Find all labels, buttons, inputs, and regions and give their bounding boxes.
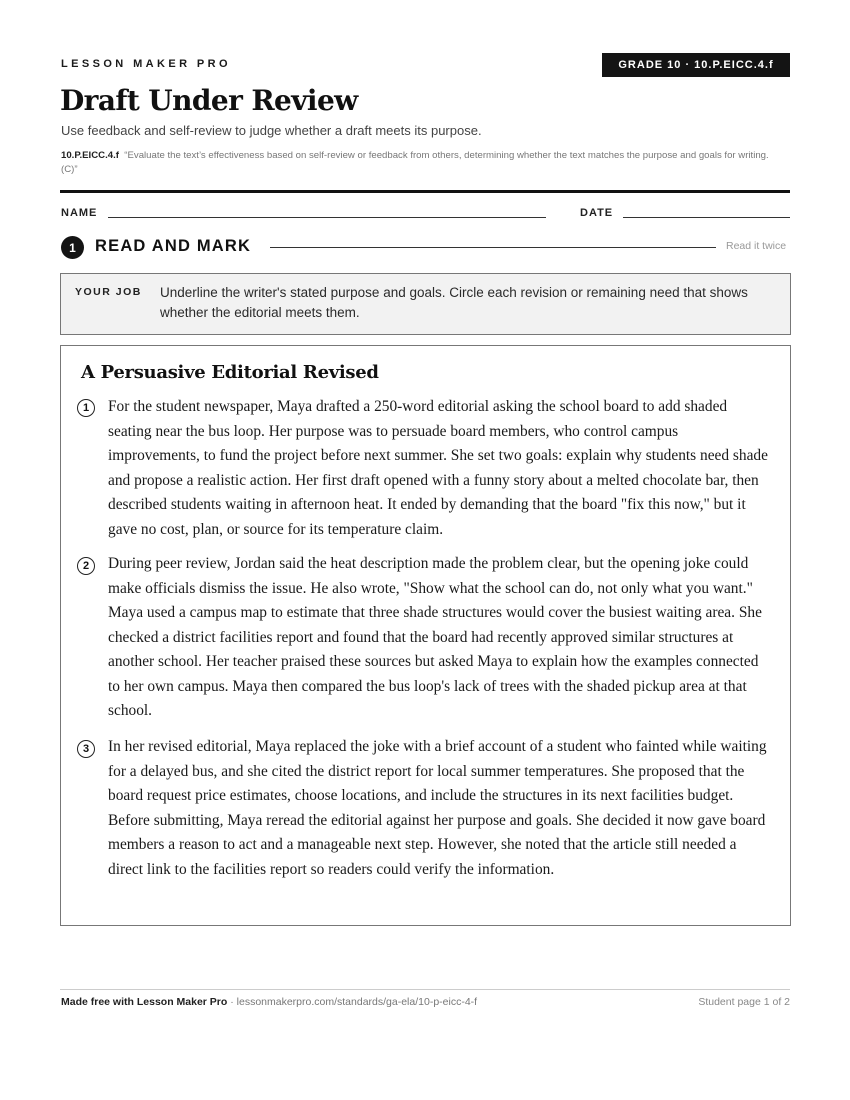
date-label: DATE bbox=[580, 207, 614, 219]
paragraph-text: During peer review, Jordan said the heat description made the problem clear, but the opening joke could make officials dismiss the issue. He also wrote, "Show what the school can do, not only what you want." Maya used a campus map to estimate that three shade structures would cover the busiest waiting area. She checked a district facilities report and found that the board had recently approved similar structures at another school. Her teacher praised these sources but asked Maya to explain how the examples connected to her own campus. Maya then compared the bus loop's lack of trees with the shaded pickup area at that school. bbox=[108, 555, 762, 719]
header-divider bbox=[60, 190, 790, 193]
date-field[interactable] bbox=[623, 217, 790, 218]
section-note: Read it twice bbox=[726, 240, 787, 252]
paragraph-number: 1 bbox=[77, 399, 95, 417]
paragraph-text: In her revised editorial, Maya replaced the joke with a brief account of a student who fainted while waiting for a delayed bus, and she cited the district report for local summer temperatures. She proposed that the board request price estimates, choose locations, and include the structures in its next facilities budget. Before submitting, Maya reread the editorial against her purpose and goals. She decided it now gave board members a reason to act and a manageable next step. However, she noted that the article still needed a direct link to the facilities report so readers could verify the information. bbox=[108, 738, 767, 878]
standard-description bbox=[61, 149, 771, 177]
footer-url[interactable]: · lessonmakerpro.com/standards/ga-ela/10-p-eicc-4-f bbox=[227, 996, 478, 1008]
brand-name: LESSON MAKER PRO bbox=[61, 58, 231, 70]
paragraph-number: 3 bbox=[77, 740, 95, 758]
name-field[interactable] bbox=[108, 217, 546, 218]
passage-title: A Persuasive Editorial Revised bbox=[81, 362, 379, 383]
job-label: YOUR JOB bbox=[75, 286, 142, 298]
footer-divider bbox=[60, 989, 790, 990]
paragraph-number: 2 bbox=[77, 557, 95, 575]
job-instructions: Underline the writer's stated purpose and goals. Circle each revision or remaining need that shows whether the editorial meets them. bbox=[160, 285, 748, 320]
footer-credit bbox=[61, 996, 477, 1008]
page-title: Draft Under Review bbox=[60, 84, 358, 117]
paragraph-text: For the student newspaper, Maya drafted a 250-word editorial asking the school board to add shaded seating near the bus loop. Her purpose was to persuade board members, who control campus improvements, to fund the project before next summer. She set two goals: explain why students need shade and propose a realistic action. Her first draft opened with a funny story about a melted chocolate bar, then described students waiting in afternoon heat. It ended by demanding that the board "fix this now," but it gave no cost, plan, or source for its temperature claim. bbox=[108, 398, 768, 538]
section-title: READ AND MARK bbox=[95, 237, 252, 255]
grade-badge: GRADE 10 · 10.P.EICC.4.f bbox=[602, 53, 790, 77]
name-label: NAME bbox=[61, 207, 98, 219]
page-subtitle: Use feedback and self-review to judge whether a draft meets its purpose. bbox=[61, 123, 482, 138]
footer-made-with: Made free with Lesson Maker Pro bbox=[61, 996, 228, 1008]
section-number: 1 bbox=[61, 236, 84, 259]
standard-code: 10.P.EICC.4.f bbox=[61, 150, 119, 161]
section-divider bbox=[270, 247, 716, 248]
page-indicator: Student page 1 of 2 bbox=[698, 996, 790, 1008]
standard-text: “Evaluate the text’s effectiveness based on self-review or feedback from others, determining whether the text matches the purpose and goals for writing. (C)” bbox=[61, 150, 769, 175]
